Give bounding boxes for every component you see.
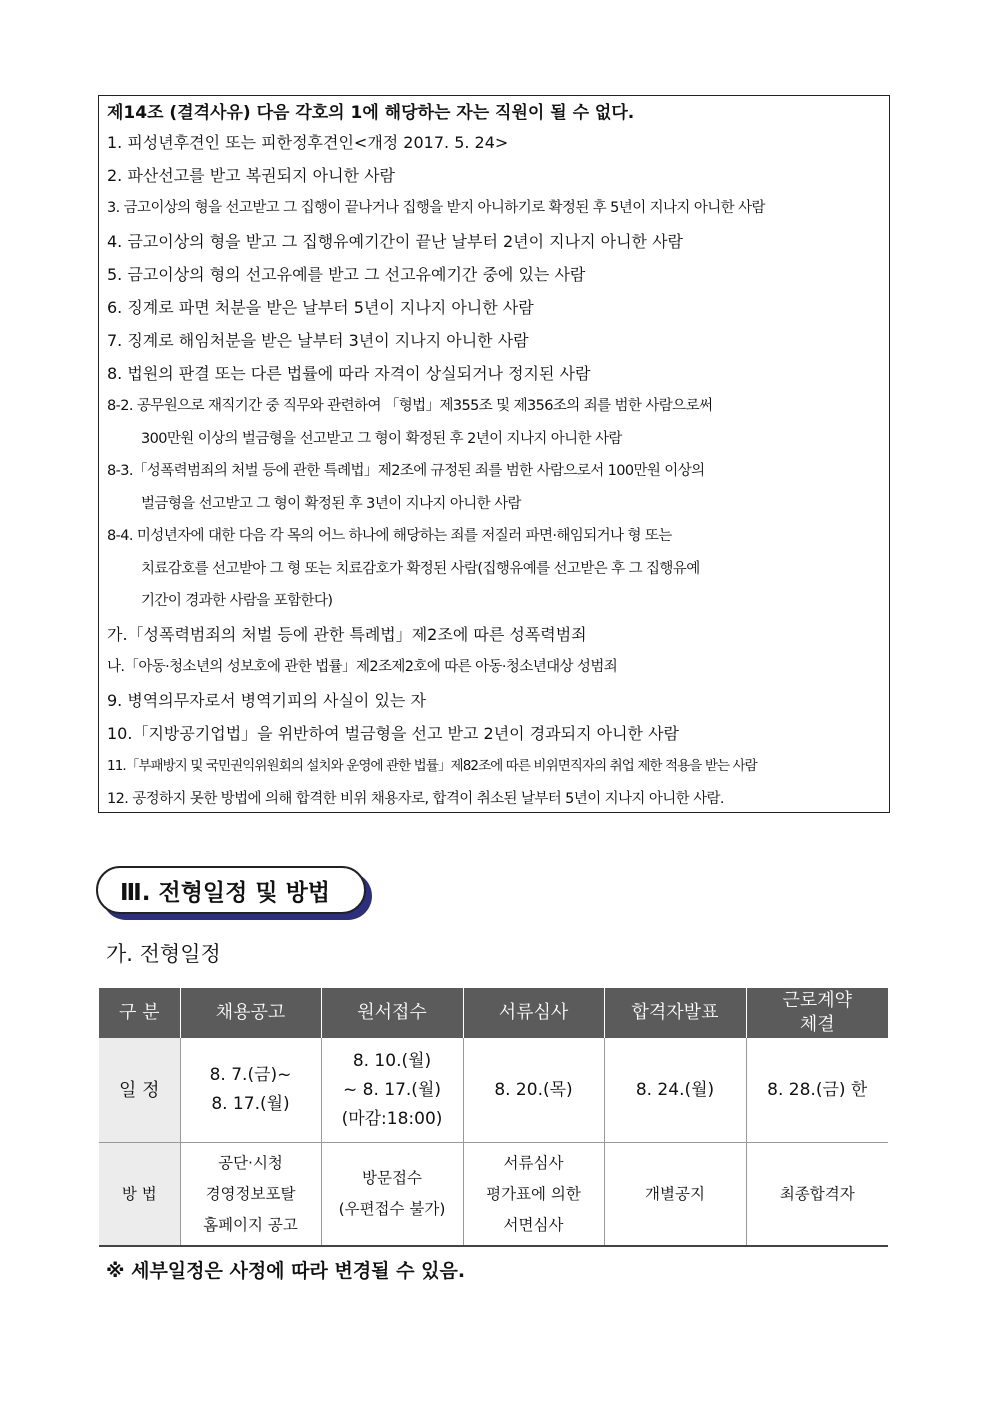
article-item-na: 나.「아동·청소년의 성보호에 관한 법률」제2조제2호에 따른 아동·청소년대상 성범죄 bbox=[107, 658, 618, 675]
article-item-10: 10.「지방공기업법」을 위반하여 벌금형을 선고 받고 2년이 경과되지 아니한 사람 bbox=[107, 723, 679, 743]
article-item-8-4-line1: 8-4. 미성년자에 대한 다음 각 목의 어느 하나에 해당하는 죄를 저질러 파면·해임되거나 형 또는 bbox=[107, 528, 672, 544]
header-announcement: 채용공고 bbox=[180, 988, 321, 1038]
article-item-3: 3. 금고이상의 형을 선고받고 그 집행이 끝나거나 집행을 받지 아니하기로 확정된 후 5년이 지나지 아니한 사람 bbox=[107, 200, 765, 216]
header-employment-contract: 근로계약 체결 bbox=[746, 988, 888, 1038]
header-category: 구 분 bbox=[99, 988, 180, 1038]
cell-contract-date: 8. 28.(금) 한 bbox=[746, 1038, 888, 1143]
cell-review-method: 서류심사 평가표에 의한 서면심사 bbox=[463, 1143, 604, 1247]
header-application: 원서접수 bbox=[321, 988, 463, 1038]
article-item-11: 11.「부패방지 및 국민권익위원회의 설치와 운영에 관한 법률」제82조에 따른 비위면직자의 취업 제한 적용을 받는 사람 bbox=[107, 757, 757, 774]
article-item-5: 5. 금고이상의 형의 선고유예를 받고 그 선고유예기간 중에 있는 사람 bbox=[107, 265, 586, 284]
cell-announcement-date: 8. 7.(금)~ 8. 17.(월) bbox=[180, 1038, 321, 1143]
article-title: 제14조 (결격사유) 다음 각호의 1에 해당하는 자는 직원이 될 수 없다. bbox=[107, 103, 635, 123]
cell-review-date: 8. 20.(목) bbox=[463, 1038, 604, 1143]
article-item-8-3-line1: 8-3.「성폭력범죄의 처벌 등에 관한 특례법」제2조에 규정된 죄를 범한 사람으로서 100만원 이상의 bbox=[107, 463, 705, 479]
article-item-8-4-line3: 기간이 경과한 사람을 포함한다) bbox=[141, 593, 333, 609]
article-item-1: 1. 피성년후견인 또는 피한정후견인<개정 2017. 5. 24> bbox=[107, 133, 509, 152]
article-item-8-4 bbox=[107, 520, 881, 618]
schedule-subheading: 가. 전형일정 bbox=[106, 942, 221, 966]
article-item-12: 12. 공정하지 못한 방법에 의해 합격한 비위 채용자로, 합격이 취소된 날부터 5년이 지나지 아니한 사람. bbox=[107, 790, 724, 807]
article-item-6: 6. 징계로 파면 처분을 받은 날부터 5년이 지나지 아니한 사람 bbox=[107, 298, 534, 317]
article-item-8-2-line2: 300만원 이상의 벌금형을 선고받고 그 형이 확정된 후 2년이 지나지 아니한 사람 bbox=[141, 430, 622, 447]
header-result-announcement: 합격자발표 bbox=[604, 988, 746, 1038]
article-item-8-3 bbox=[107, 455, 881, 520]
article-item-ga: 가.「성폭력범죄의 처벌 등에 관한 특례법」제2조에 따른 성폭력범죄 bbox=[107, 624, 587, 644]
cell-result-date: 8. 24.(월) bbox=[604, 1038, 746, 1143]
cell-contract-method: 최종합격자 bbox=[746, 1143, 888, 1247]
article-item-8-2 bbox=[107, 390, 881, 455]
section-title: Ⅲ. 전형일정 및 방법 bbox=[120, 879, 331, 906]
cell-announcement-method: 공단·시청 경영정보포탈 홈페이지 공고 bbox=[180, 1143, 321, 1247]
schedule-note: ※ 세부일정은 사정에 따라 변경될 수 있음. bbox=[106, 1260, 466, 1282]
row-label-schedule: 일 정 bbox=[99, 1038, 180, 1143]
schedule-header-row bbox=[99, 988, 888, 1038]
cell-result-method: 개별공지 bbox=[604, 1143, 746, 1247]
table-row bbox=[99, 1038, 888, 1143]
article-item-9: 9. 병역의무자로서 병역기피의 사실이 있는 자 bbox=[107, 690, 426, 710]
header-document-review: 서류심사 bbox=[463, 988, 604, 1038]
article-item-8-3-line2: 벌금형을 선고받고 그 형이 확정된 후 3년이 지나지 아니한 사람 bbox=[141, 495, 521, 512]
row-label-method: 방 법 bbox=[99, 1143, 180, 1247]
article-item-8-4-line2: 치료감호를 선고받아 그 형 또는 치료감호가 확정된 사람(집행유예를 선고받은 후 그 집행유예 bbox=[141, 560, 700, 577]
disqualification-article-box bbox=[98, 95, 890, 813]
article-item-8-2-line1: 8-2. 공무원으로 재직기간 중 직무와 관련하여 「형법」제355조 및 제356조의 죄를 범한 사람으로써 bbox=[107, 398, 713, 414]
article-item-8: 8. 법원의 판결 또는 다른 법률에 따라 자격이 상실되거나 정지된 사람 bbox=[107, 364, 591, 383]
section-banner bbox=[96, 866, 366, 914]
table-row bbox=[99, 1143, 888, 1247]
article-item-2: 2. 파산선고를 받고 복권되지 아니한 사람 bbox=[107, 166, 395, 185]
article-item-7: 7. 징계로 해임처분을 받은 날부터 3년이 지나지 아니한 사람 bbox=[107, 331, 529, 350]
cell-application-date: 8. 10.(월) ~ 8. 17.(월) (마감:18:00) bbox=[321, 1038, 463, 1143]
article-item-4: 4. 금고이상의 형을 받고 그 집행유예기간이 끝난 날부터 2년이 지나지 아니한 사람 bbox=[107, 232, 683, 251]
cell-application-method: 방문접수 (우편접수 불가) bbox=[321, 1143, 463, 1247]
schedule-table bbox=[99, 988, 888, 1247]
